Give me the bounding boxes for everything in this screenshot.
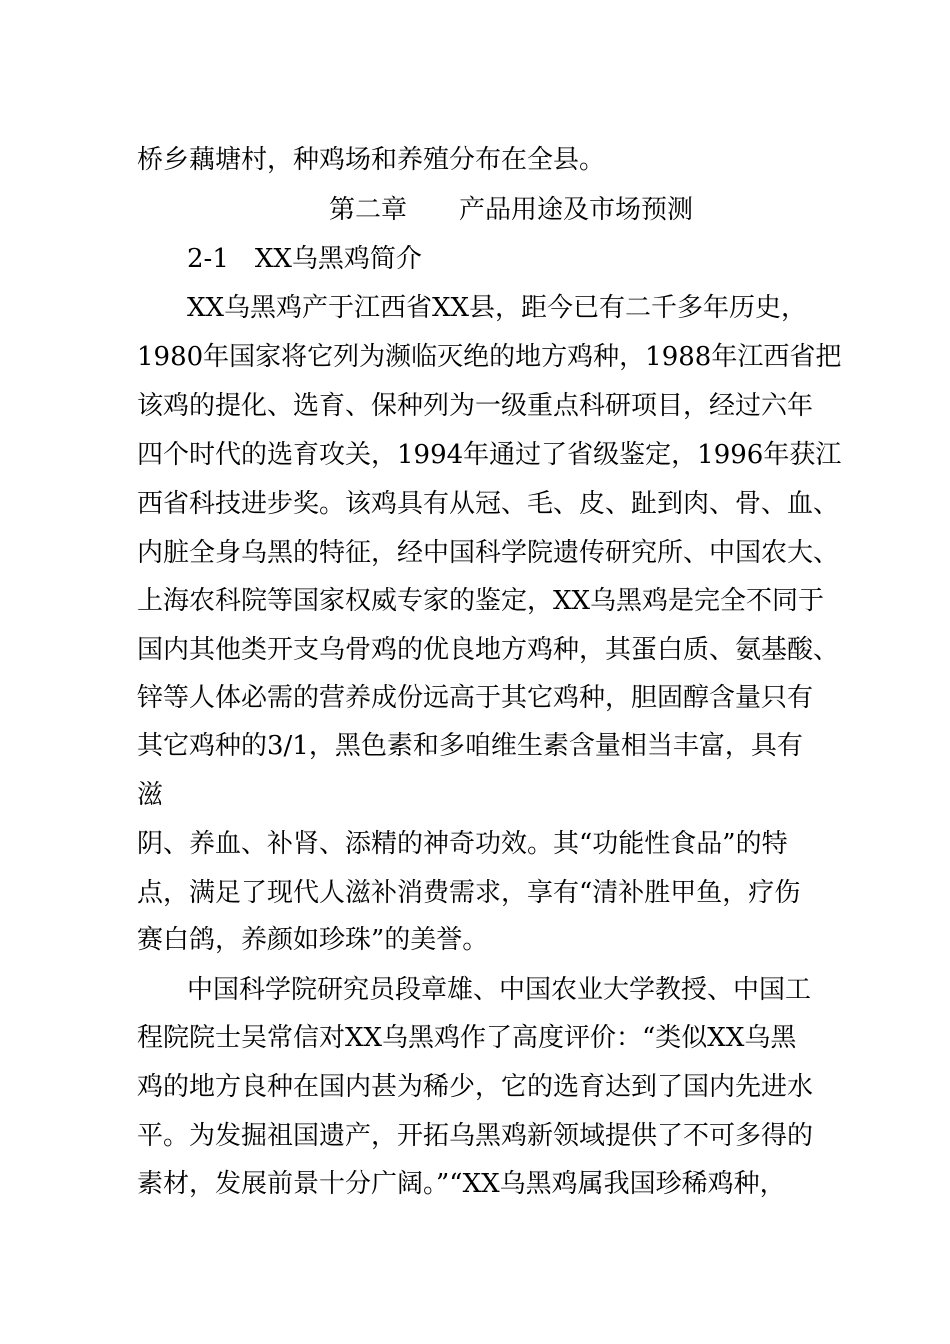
text-line: 滋 xyxy=(137,780,164,810)
text-line: XX乌黑鸡产于江西省XX县，距今已有二千多年历史， xyxy=(187,293,808,323)
text-line: 1980年国家将它列为濒临灭绝的地方鸡种，1988年江西省把 xyxy=(137,342,842,372)
text-line: 该鸡的提化、选育、保种列为一级重点科研项目，经过六年 xyxy=(137,391,814,421)
text-line: 中国科学院研究员段章雄、中国农业大学教授、中国工 xyxy=(187,975,812,1005)
text-line: 其它鸡种的3/1，黑色素和多咱维生素含量相当丰富，具有 xyxy=(137,731,803,761)
chapter-heading: 第二章 产品用途及市场预测 xyxy=(329,195,694,225)
text-line: 点，满足了现代人滋补消费需求，享有“清补胜甲鱼，疗伤 xyxy=(137,878,801,908)
text-line: 鸡的地方良种在国内甚为稀少，它的选育达到了国内先进水 xyxy=(137,1072,814,1102)
text-line: 阴、养血、补肾、添精的神奇功效。其“功能性食品”的特 xyxy=(137,829,788,859)
text-line: 程院院士吴常信对XX乌黑鸡作了高度评价：“类似XX乌黑 xyxy=(137,1023,797,1053)
text-line: 国内其他类开支乌骨鸡的优良地方鸡种，其蛋白质、氨基酸、 xyxy=(137,635,840,665)
text-line: 锌等人体必需的营养成份远高于其它鸡种，胆固醇含量只有 xyxy=(137,683,814,713)
text-line: 西省科技进步奖。该鸡具有从冠、毛、皮、趾到肉、骨、血、 xyxy=(137,489,840,519)
text-line: 四个时代的选育攻关，1994年通过了省级鉴定，1996年获江 xyxy=(137,440,842,470)
text-line: 赛白鸽，养颜如珍珠”的美誉。 xyxy=(137,925,489,955)
section-heading: 2-1 XX乌黑鸡简介 xyxy=(187,244,422,274)
text-line: 桥乡藕塘村，种鸡场和养殖分布在全县。 xyxy=(137,145,606,175)
text-line: 素材，发展前景十分广阔。”“XX乌黑鸡属我国珍稀鸡种， xyxy=(137,1169,786,1199)
text-line: 上海农科院等国家权威专家的鉴定，XX乌黑鸡是完全不同于 xyxy=(137,586,825,616)
text-line: 平。为发掘祖国遗产，开拓乌黑鸡新领域提供了不可多得的 xyxy=(137,1121,814,1151)
text-line: 内脏全身乌黑的特征，经中国科学院遗传研究所、中国农大、 xyxy=(137,538,840,568)
